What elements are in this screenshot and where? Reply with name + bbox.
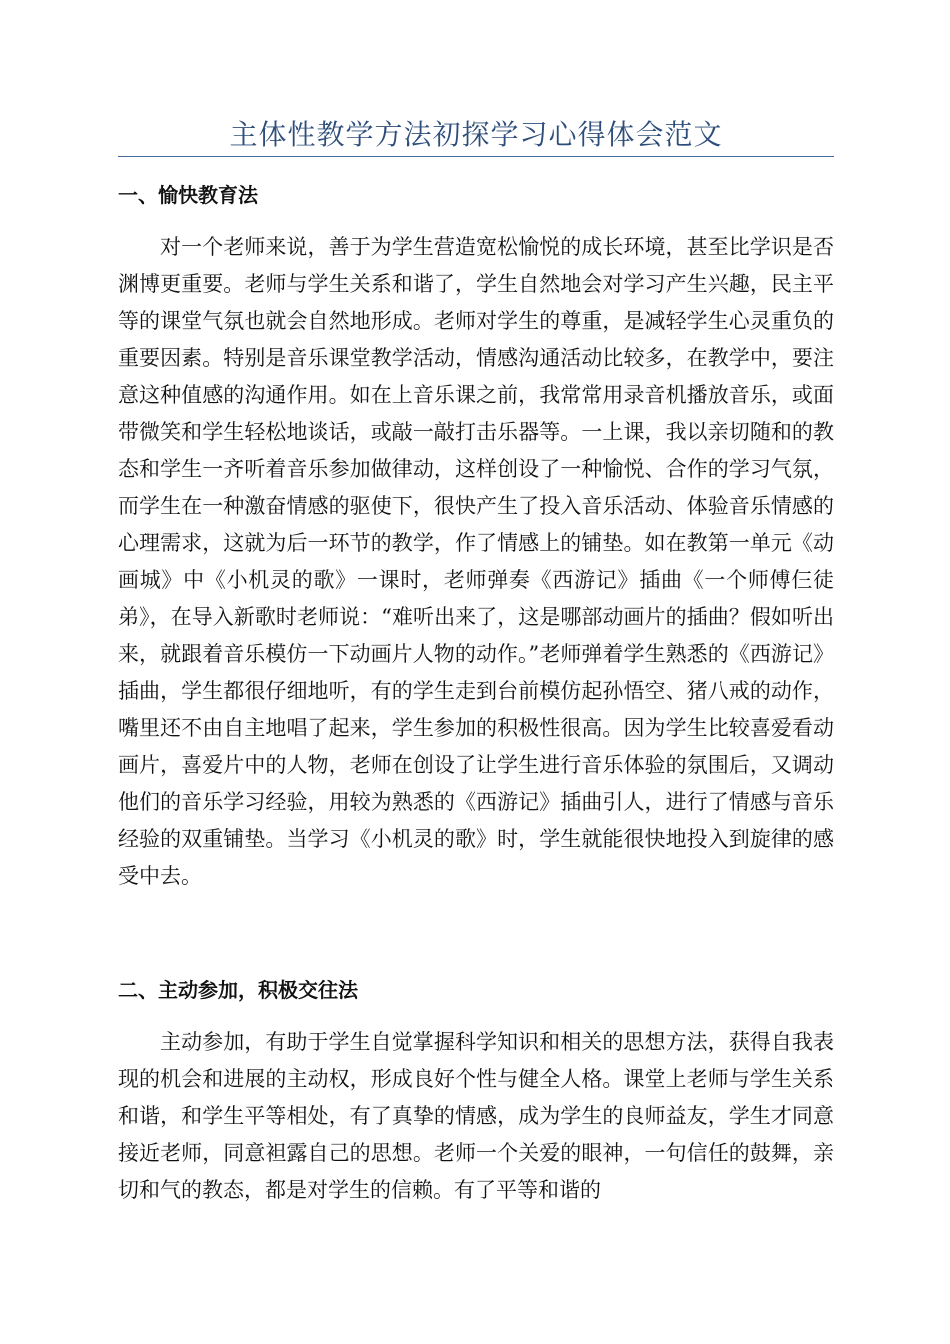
paragraph-text: 主动参加，有助于学生自觉掌握科学知识和相关的思想方法，获得自我表现的机会和进展的主动权，形成良好个性与健全人格。课堂上老师与学生关系和谐，和学生平等相处，有了真挚的情感，成为学生的良师益友，学生才同意接近老师，同意袒露自己的思想。老师一个关爱的眼神，一句信任的鼓舞，亲切和气的教态，都是对学生的信赖。有了平等和谐的 [118, 1030, 834, 1202]
section-paragraph-1 [118, 229, 834, 895]
document-title: 主体性教学方法初探学习心得体会范文 [229, 118, 723, 151]
section-paragraph-2 [118, 1024, 834, 1209]
section-heading-2: 二、主动参加，积极交往法 [118, 978, 358, 1002]
paragraph-text: 对一个老师来说，善于为学生营造宽松愉悦的成长环境，甚至比学识是否渊博更重要。老师与学生关系和谐了，学生自然地会对学习产生兴趣，民主平等的课堂气氛也就会自然地形成。老师对学生的尊重，是减轻学生心灵重负的重要因素。特别是音乐课堂教学活动，情感沟通活动比较多，在教学中，要注意这种值感的沟通作用。如在上音乐课之前，我常常用录音机播放音乐，或面带微笑和学生轻松地谈话，或敲一敲打击乐器等。一上课，我以亲切随和的教态和学生一齐听着音乐参加做律动，这样创设了一种愉悦、合作的学习气氛，而学生在一种激奋情感的驱使下，很快产生了投入音乐活动、体验音乐情感的心理需求，这就为后一环节的教学，作了情感上的铺垫。如在教第一单元《动画城》中《小机灵的歌》一课时，老师弹奏《西游记》插曲《一个师傅仨徒弟》，在导入新歌时老师说：“难听出来了，这是哪部动画片的插曲？假如听出来，就跟着音乐模仿一下动画片人物的动作。”老师弹着学生熟悉的《西游记》插曲，学生都很仔细地听，有的学生走到台前模仿起孙悟空、猪八戒的动作，嘴里还不由自主地唱了起来，学生参加的积极性很高。因为学生比较喜爱看动画片，喜爱片中的人物，老师在创设了让学生进行音乐体验的氛围后，又调动他们的音乐学习经验，用较为熟悉的《西游记》插曲引人，进行了情感与音乐经验的双重铺垫。当学习《小机灵的歌》时，学生就能很快地投入到旋律的感受中去。 [118, 235, 834, 888]
title-underline [118, 156, 834, 157]
section-heading-1: 一、愉快教育法 [118, 183, 258, 207]
